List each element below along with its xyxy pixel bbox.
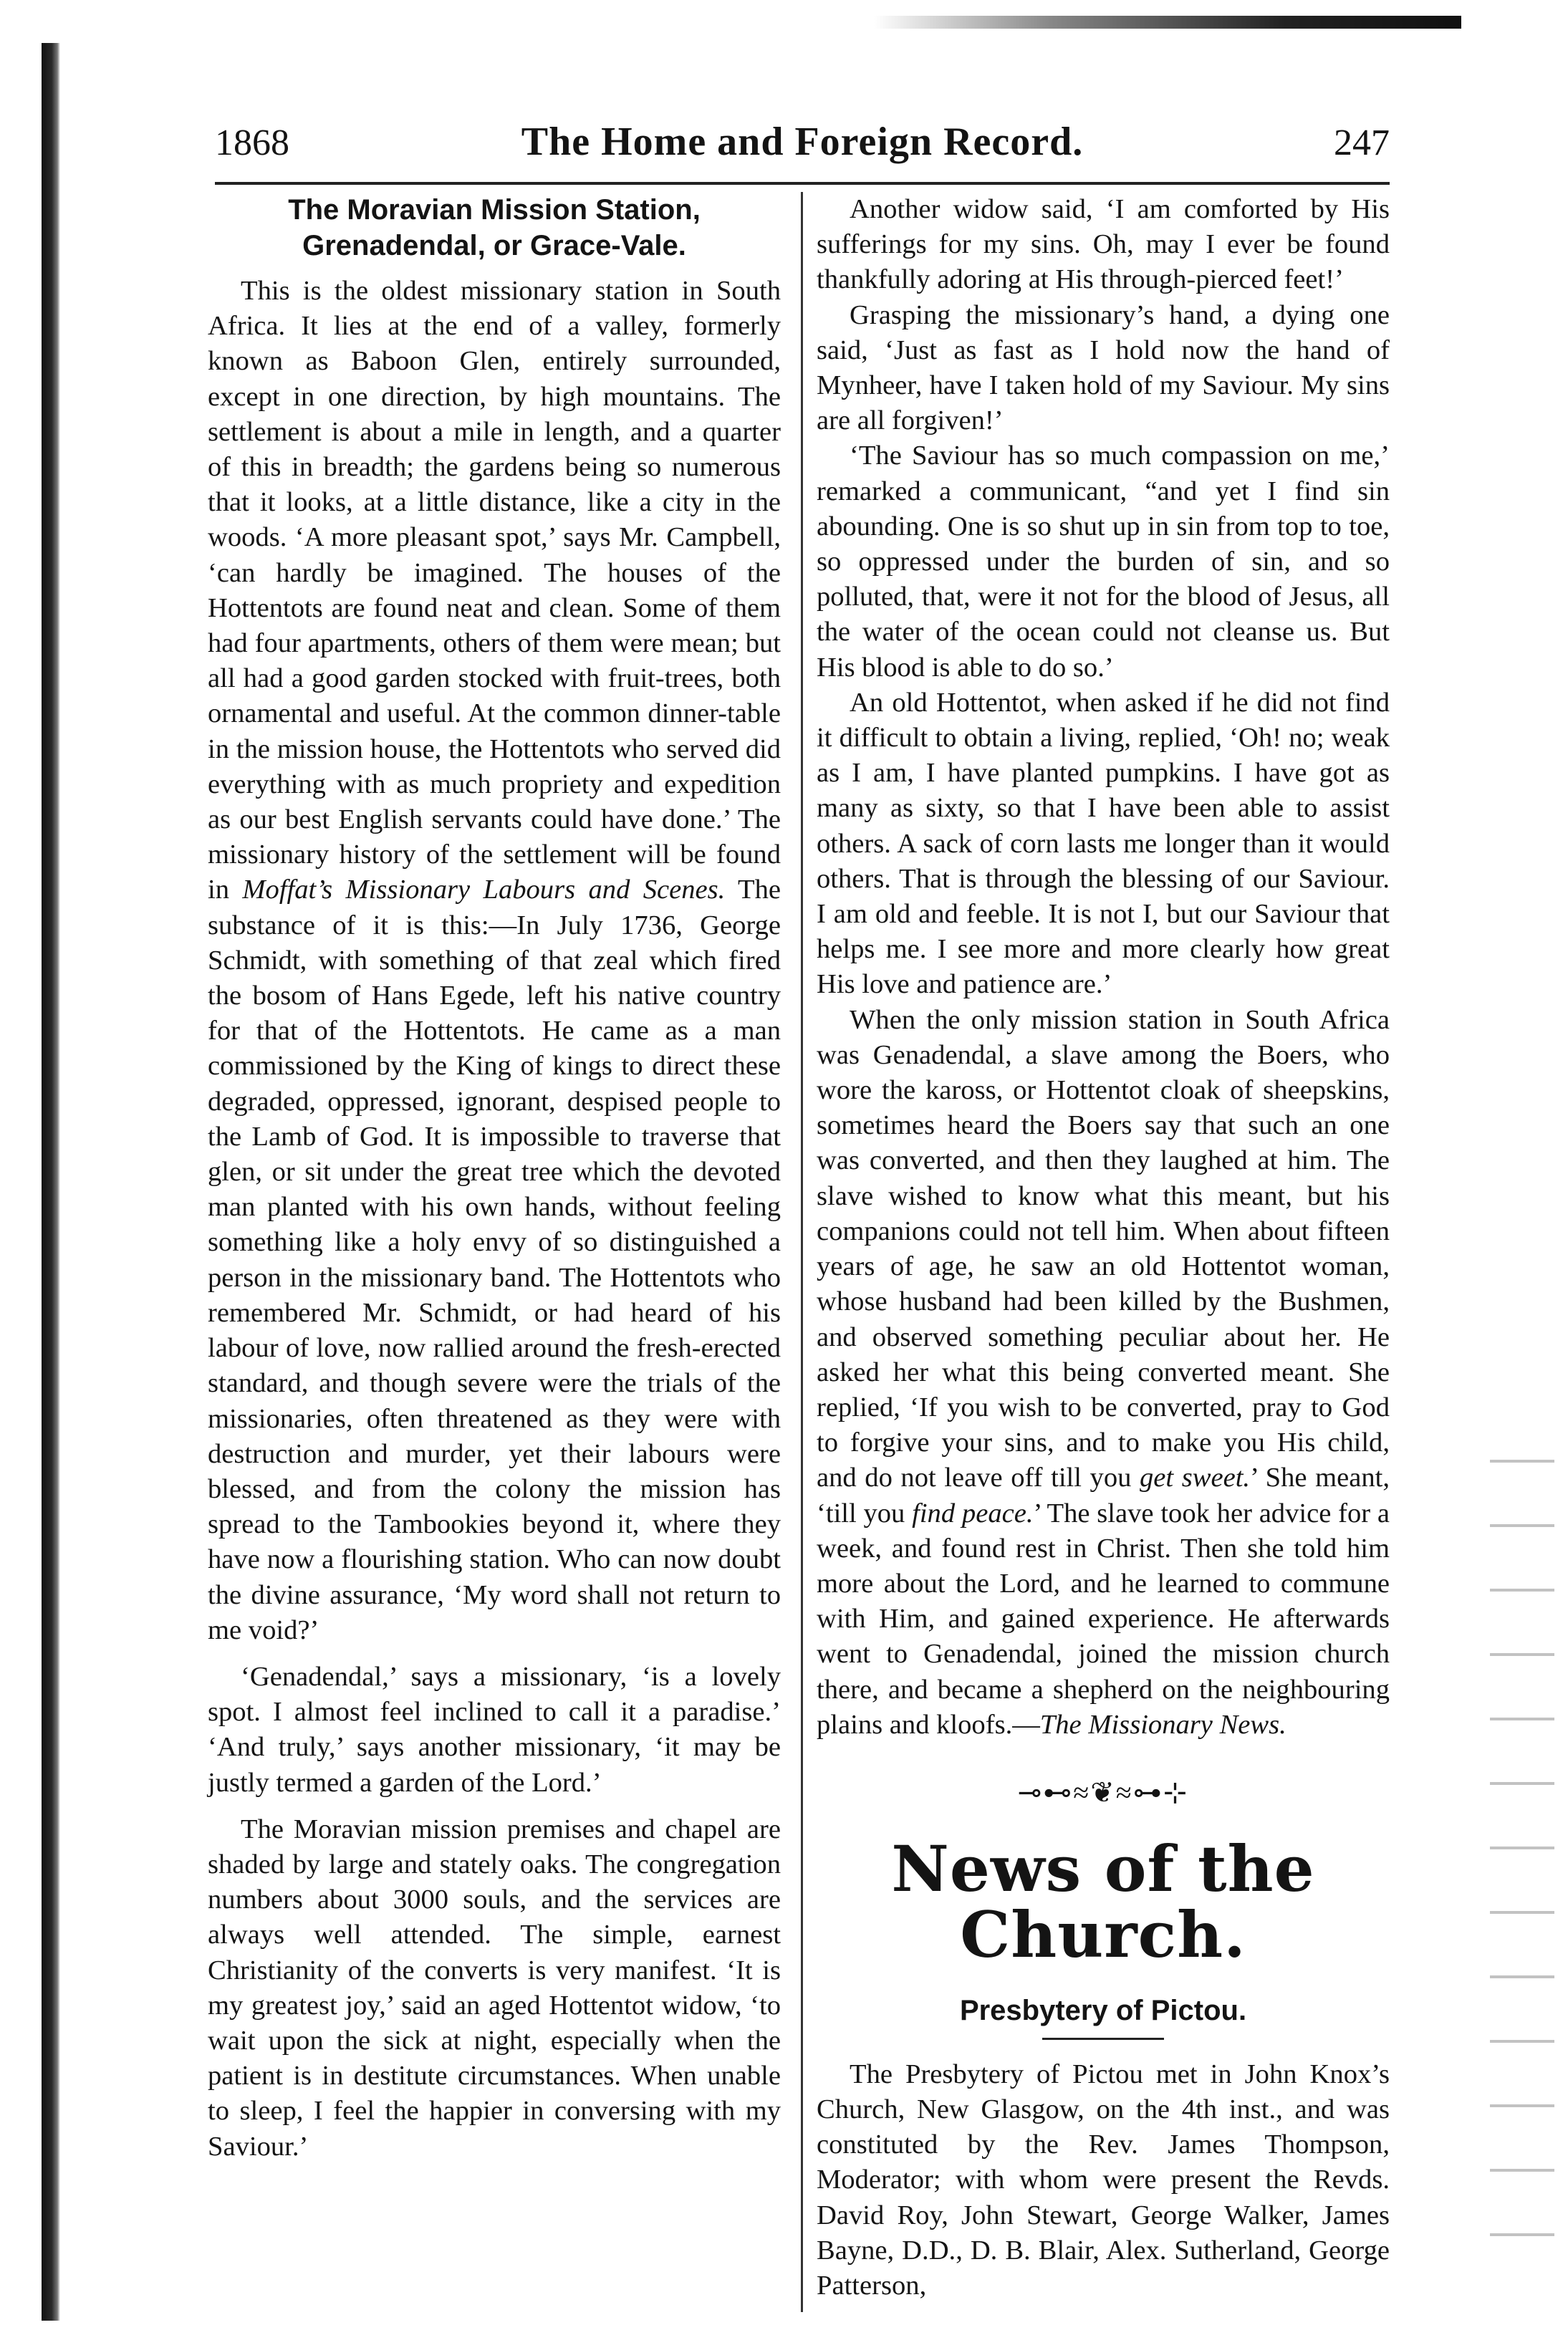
paragraph-text: This is the oldest missionary station in South Africa. It lies at the end of a valley, formerly known as Baboon Glen, entirely surrounded, except in one direction, by high mountains. The settlement is about a mile in length, and a quarter of this in breadth; the gardens being so numerous that it looks, at a little distance, like a city in the woods. ‘A more pleasant spot,’ says Mr. Campbell, ‘can hardly be imagined. The houses of the Hottentots are found neat and clean. Some of them had four apartments, others of them were mean; but all had a good garden stocked with fruit-trees, both ornamental and useful. At the common dinner-table in the mission house, the Hottentots who served did everything with as much propriety and expedition as our best English servants could have done.’ The missionary history of the settlement will be found in (208, 276, 781, 905)
paragraph: Another widow said, ‘I am comforted by His sufferings for my sins. Oh, may I ever be found thankfully adoring at His through-pierced feet!’ (817, 194, 1390, 295)
italic-phrase: find peace. (912, 1498, 1034, 1528)
scan-binding-edge (42, 43, 60, 2321)
left-column (208, 192, 781, 2165)
section-title: News of the Church. (891, 1831, 1315, 1973)
paragraph: An old Hottentot, when asked if he did not find it difficult to obtain a living, replied, ‘Oh! no; weak as I am, I have planted pumpkins. I have got as many as sixty, so that I have been able to assist others. A sack of corn lasts me longer than it would others. That is through the blessing of our Saviour. I am old and feeble. It is not I, but our Saviour that helps me. I see more and more clearly how great His love and patience are.’ (817, 687, 1390, 1000)
paragraph (208, 274, 781, 1648)
header-year: 1868 (215, 122, 289, 163)
spacer (208, 1648, 781, 1660)
subsection-title: Presbytery of Pictou. (959, 1994, 1247, 2026)
paragraph-text: ’ She meant, ‘till you (817, 1463, 1390, 1528)
margin-scan-marks (1490, 1433, 1554, 2292)
scan-top-smudge (874, 16, 1461, 29)
article-title-line1: The Moravian Mission Station, (288, 194, 701, 226)
page-header (215, 122, 1390, 179)
article-title-line2: Grenadendal, or Grace-Vale. (302, 230, 686, 261)
header-page-number: 247 (1334, 122, 1390, 163)
subsection-rule (1042, 2038, 1164, 2040)
ornament-divider-icon: ⊸⊷≈❦≈⊶⊹ (1017, 1776, 1189, 1809)
spacer (208, 1801, 781, 1812)
paragraph: ‘Genadendal,’ says a missionary, ‘is a lovely spot. I almost feel inclined to call it a paradise.’ ‘And truly,’ says another missionary, ‘it may be justly termed a garden of the Lord.’ (208, 1661, 781, 1798)
italic-phrase: get sweet. (1140, 1463, 1251, 1493)
paragraph: Grasping the missionary’s hand, a dying one said, ‘Just as fast as I hold now the hand of Mynheer, have I taken hold of my Saviour. My sins are all forgiven!’ (817, 299, 1390, 436)
column-divider (801, 192, 803, 2312)
book-title: Moffat’s Missionary Labours and Scenes. (242, 875, 726, 905)
right-column (817, 192, 1390, 2303)
paragraph (817, 1003, 1390, 1743)
paragraph: The Moravian mission premises and chapel are shaded by large and stately oaks. The congregation numbers about 3000 souls, and the services are always well attended. The simple, earnest Christianity of the converts is very manifest. ‘It is my greatest joy,’ said an aged Hottentot widow, ‘to wait upon the sick at night, especially when the patient is in destitute circumstances. When unable to sleep, I feel the happier in conversing with my Saviour.’ (208, 1814, 781, 2162)
paragraph-text: The substance of it is this:—In July 1736, George Schmidt, with something of that zeal which fired the bosom of Hans Egede, left his native country for that of the Hottentots. He came as a man commissioned by the King of kings to direct these degraded, oppressed, ignorant, despised people to the Lamb of God. It is impossible to traverse that glen, or sit under the great tree which the devoted man planted with his own hands, without feeling something like a holy envy of so distinguished a person in the missionary band. The Hottentots who remembered Mr. Schmidt, or had heard of his labour of love, now rallied around the fresh-erected standard, and though severe were the trials of the missionaries, often threatened as they were with destruction and murder, yet their labours were blessed, and from the colony the mission has spread to the Tambookies beyond it, where they have now a flourishing station. Who can now doubt the divine assurance, ‘My word shall not return to me void?’ (208, 875, 781, 1645)
paragraph-text: When the only mission station in South Africa was Genadendal, a slave among the Boers, who wore the kaross, or Hottentot cloak of sheepskins, sometimes heard the Boers say that such an one was converted, and then they laughed at him. The slave wished to know what this meant, but his companions could not tell him. When about fifteen years of age, he saw an old Hottentot woman, whose husband had been killed by the Bushmen, and observed something peculiar about her. He asked her what this being converted meant. She replied, ‘If you wish to be converted, pray to God to forgive your sins, and to make you His child, and do not leave off till you (817, 1004, 1390, 1493)
paragraph-text: ’ The slave took her advice for a week, and found rest in Christ. Then she told him more about the Lord, and he learned to commune with Him, and gained experience. He afterwards went to Genadendal, joined the mission church there, and became a shepherd on the neighbouring plains and kloofs.— (817, 1498, 1390, 1740)
source-citation: The Missionary News. (1039, 1709, 1286, 1740)
paragraph: The Presbytery of Pictou met in John Knox’s Church, New Glasgow, on the 4th inst., and was constituted by the Rev. James Thompson, Moderator; with whom were present the Revds. David Roy, John Stewart, George Walker, James Bayne, D.D., D. B. Blair, Alex. Sutherland, George Patterson, (817, 2059, 1390, 2301)
header-title: The Home and Foreign Record. (521, 120, 1084, 164)
article-title (208, 192, 781, 264)
header-rule (215, 182, 1390, 185)
paragraph: ‘The Saviour has so much compassion on me,’ remarked a communicant, “and yet I find sin abounding. One is so shut up in sin from top to toe, so oppressed under the burden of sin, and so polluted, that, were it not for the blood of Jesus, all the water of the ocean could not cleanse us. But His blood is able to do so.’ (817, 440, 1390, 683)
